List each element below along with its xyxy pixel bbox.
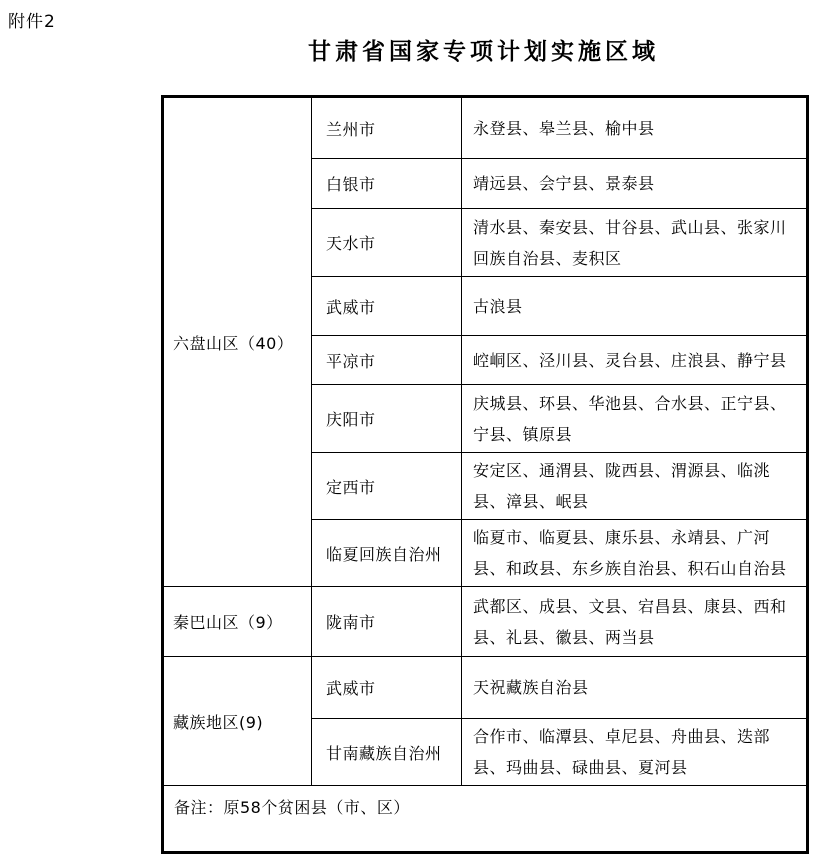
city-cell: 天水市 — [312, 209, 462, 277]
region-cell: 秦巴山区（9） — [163, 587, 312, 657]
page-title: 甘肃省国家专项计划实施区域 — [308, 38, 659, 65]
city-cell: 庆阳市 — [312, 385, 462, 453]
counties-cell: 永登县、皋兰县、榆中县 — [462, 97, 808, 159]
city-cell: 兰州市 — [312, 97, 462, 159]
region-cell: 藏族地区(9) — [163, 657, 312, 786]
city-cell: 定西市 — [312, 453, 462, 520]
city-cell: 武威市 — [312, 657, 462, 719]
counties-cell: 靖远县、会宁县、景泰县 — [462, 159, 808, 209]
counties-cell: 合作市、临潭县、卓尼县、舟曲县、迭部县、玛曲县、碌曲县、夏河县 — [462, 719, 808, 786]
table-row — [163, 587, 808, 657]
counties-cell: 清水县、秦安县、甘谷县、武山县、张家川回族自治县、麦积区 — [462, 209, 808, 277]
counties-cell: 庆城县、环县、华池县、合水县、正宁县、宁县、镇原县 — [462, 385, 808, 453]
city-cell: 临夏回族自治州 — [312, 520, 462, 587]
counties-cell: 临夏市、临夏县、康乐县、永靖县、广河县、和政县、东乡族自治县、积石山自治县 — [462, 520, 808, 587]
note-cell: 备注：原58个贫困县（市、区） — [163, 786, 808, 853]
city-cell: 平凉市 — [312, 336, 462, 385]
region-table — [161, 95, 809, 854]
counties-cell: 武都区、成县、文县、宕昌县、康县、西和县、礼县、徽县、两当县 — [462, 587, 808, 657]
city-cell: 甘南藏族自治州 — [312, 719, 462, 786]
city-cell: 陇南市 — [312, 587, 462, 657]
note-row — [163, 786, 808, 853]
counties-cell: 天祝藏族自治县 — [462, 657, 808, 719]
table-row — [163, 97, 808, 159]
counties-cell: 古浪县 — [462, 277, 808, 336]
counties-cell: 崆峒区、泾川县、灵台县、庄浪县、静宁县 — [462, 336, 808, 385]
region-cell: 六盘山区（40） — [163, 97, 312, 587]
city-cell: 白银市 — [312, 159, 462, 209]
counties-cell: 安定区、通渭县、陇西县、渭源县、临洮县、漳县、岷县 — [462, 453, 808, 520]
table-row — [163, 657, 808, 719]
city-cell: 武威市 — [312, 277, 462, 336]
attachment-label: 附件2 — [8, 12, 56, 32]
